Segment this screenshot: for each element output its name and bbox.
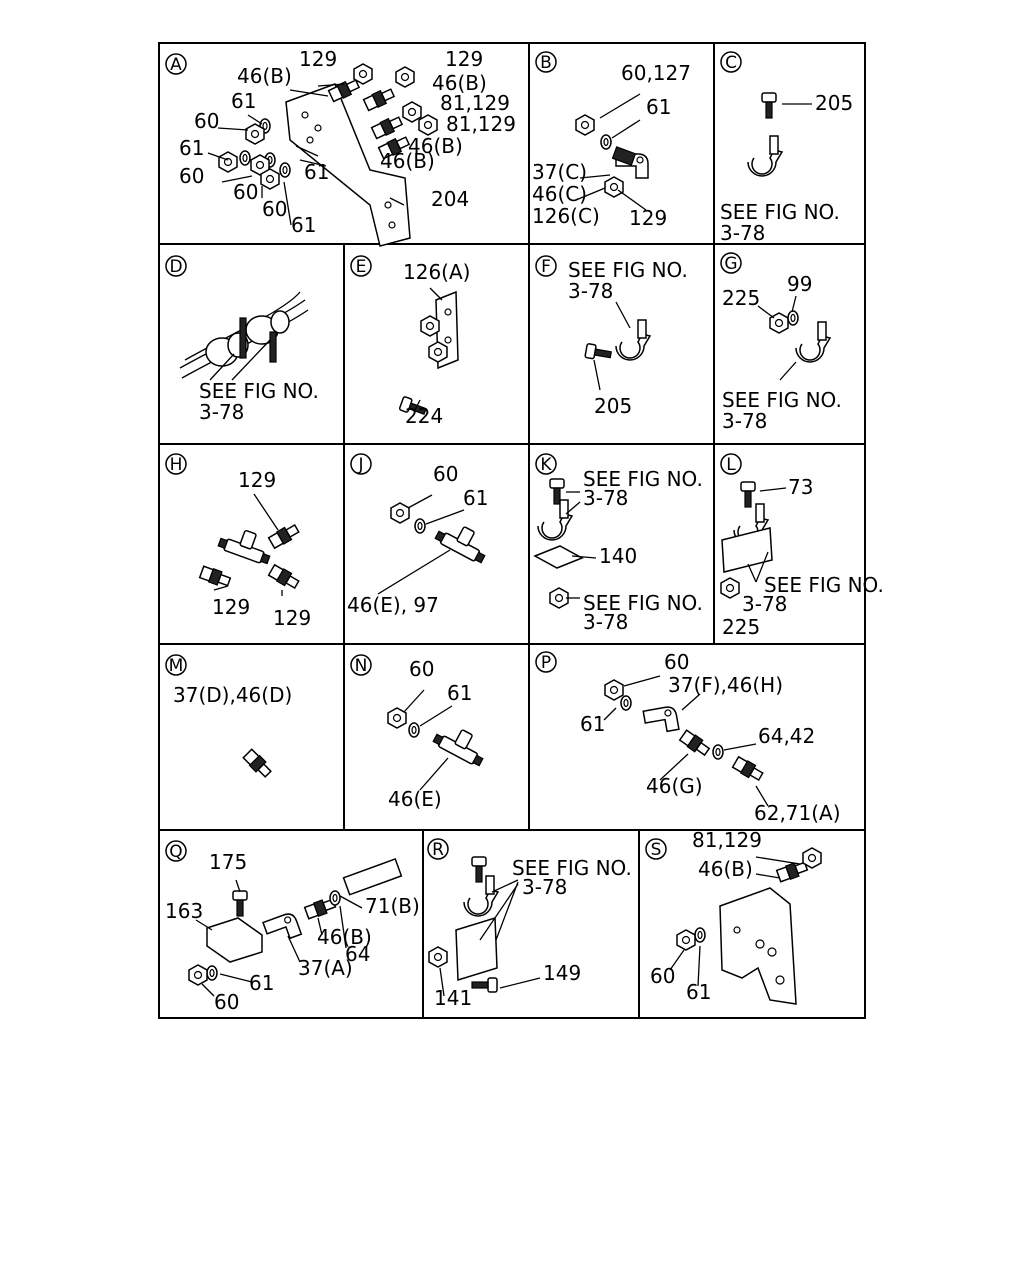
callout-label: 81,129 — [440, 91, 510, 115]
leader-line — [624, 676, 660, 686]
svg-text:D: D — [169, 257, 183, 277]
leader-line — [420, 758, 448, 790]
leader-line — [748, 564, 756, 582]
callout-label: 3-78 — [583, 486, 629, 510]
callout-label: 60 — [262, 197, 288, 221]
svg-text:E: E — [355, 257, 367, 277]
leader-line — [604, 708, 616, 720]
callout-label: 224 — [405, 404, 444, 428]
leader-line — [612, 120, 640, 138]
callout-label: SEE FIG NO. — [199, 379, 319, 403]
callout-label: 205 — [815, 91, 854, 115]
callout-label: 129 — [299, 47, 338, 71]
callout-label: 129 — [212, 595, 251, 619]
callout-label: 46(B) — [698, 857, 753, 881]
leader-line — [756, 874, 780, 878]
callout-label: 61 — [686, 980, 712, 1004]
svg-text:Q: Q — [169, 842, 183, 862]
callout-label: SEE FIG NO. — [583, 467, 703, 491]
cell-letter-q — [166, 841, 186, 862]
callout-label: SEE FIG NO. — [720, 200, 840, 224]
svg-text:J: J — [358, 455, 364, 475]
callout-label: 46(B) — [317, 925, 372, 949]
svg-text:B: B — [540, 53, 552, 73]
cell-g-parts — [770, 311, 830, 362]
leader-line — [758, 306, 774, 318]
svg-text:C: C — [725, 53, 737, 73]
callout-label: 60 — [650, 964, 676, 988]
callout-label: 3-78 — [722, 409, 768, 433]
callout-label: 61 — [463, 486, 489, 510]
cell-k-parts — [535, 479, 582, 608]
callout-label: 37(C) — [532, 160, 588, 184]
callout-label: 149 — [543, 961, 582, 985]
leader-line — [616, 302, 630, 328]
callout-label: 60 — [433, 462, 459, 486]
callout-label: 3-78 — [568, 279, 614, 303]
cell-m-parts — [243, 749, 273, 779]
callout-label: 81,129 — [446, 112, 516, 136]
cell-d-harness — [180, 292, 308, 378]
cell-letter-h — [166, 454, 186, 475]
cell-letter-s — [646, 839, 666, 860]
callout-label: 46(B) — [432, 71, 487, 95]
leader-line — [220, 974, 252, 982]
callout-label: 99 — [787, 272, 813, 296]
callout-label: 37(A) — [298, 956, 353, 980]
callout-label: 61 — [646, 95, 672, 119]
cell-letter-d — [166, 256, 186, 277]
leader-line — [378, 550, 450, 594]
callout-label: 61 — [291, 213, 317, 237]
leader-line — [500, 978, 540, 988]
callout-label: 61 — [304, 160, 330, 184]
callout-label: 205 — [594, 394, 633, 418]
svg-text:R: R — [432, 840, 444, 860]
callout-label: 61 — [179, 136, 205, 160]
svg-text:S: S — [650, 840, 662, 860]
svg-text:N: N — [354, 656, 368, 676]
leader-line — [430, 288, 442, 300]
leader-line — [340, 896, 362, 908]
callout-label: 71(B) — [365, 894, 420, 918]
callout-label: 175 — [209, 850, 248, 874]
leader-line — [756, 857, 800, 864]
callout-label: 3-78 — [199, 400, 245, 424]
callout-label: 204 — [431, 187, 470, 211]
callout-label: 37(D),46(D) — [173, 683, 293, 707]
callout-label: 141 — [434, 986, 473, 1010]
leader-line — [724, 744, 756, 750]
callout-label: SEE FIG NO. — [568, 258, 688, 282]
callout-label: 46(E), 97 — [347, 593, 439, 617]
callout-label: 46(G) — [646, 774, 703, 798]
callout-label: 81,129 — [692, 828, 762, 852]
cell-f-parts — [585, 320, 650, 362]
callout-label: 126(A) — [403, 260, 471, 284]
cell-h-parts — [199, 522, 300, 590]
leader-line — [792, 296, 796, 312]
callout-label: 60 — [409, 657, 435, 681]
callout-label: 3-78 — [522, 875, 568, 899]
callout-label: 129 — [273, 606, 312, 630]
callout-label: 60 — [233, 180, 259, 204]
cell-letter-r — [428, 839, 448, 860]
leader-line — [254, 494, 278, 530]
leader-line — [404, 690, 424, 712]
leader-line — [600, 94, 640, 118]
svg-text:L: L — [726, 455, 736, 475]
svg-text:G: G — [724, 254, 738, 274]
callout-label: SEE FIG NO. — [764, 573, 884, 597]
leader-line — [760, 488, 786, 491]
callout-label: 126(C) — [532, 204, 600, 228]
callout-label: SEE FIG NO. — [722, 388, 842, 412]
leader-line — [408, 495, 432, 508]
cell-letter-a — [166, 54, 186, 75]
callout-labels — [165, 47, 884, 1014]
leader-line — [218, 128, 248, 130]
callout-label: 46(E) — [388, 787, 442, 811]
callout-label: 46(C) — [532, 182, 588, 206]
cell-e-parts — [399, 292, 458, 418]
callout-label: 60 — [179, 164, 205, 188]
cell-letter-m — [166, 655, 186, 676]
cell-letter-l — [721, 454, 741, 475]
callout-label: 60 — [194, 109, 220, 133]
callout-label: 61 — [231, 89, 257, 113]
callout-label: SEE FIG NO. — [512, 856, 632, 880]
leader-line — [236, 880, 240, 892]
cell-letter-j — [351, 454, 371, 475]
callout-label: 129 — [445, 47, 484, 71]
callout-label: 60 — [214, 990, 240, 1014]
svg-text:H: H — [169, 455, 183, 475]
callout-label: 46(B) — [380, 149, 435, 173]
cell-c-parts — [748, 93, 782, 176]
cell-letter-k — [536, 454, 556, 475]
cell-letter-p — [536, 652, 556, 673]
leader-line — [780, 362, 796, 380]
callout-label: SEE FIG NO. — [583, 591, 703, 615]
callout-label: 61 — [580, 712, 606, 736]
callout-label: 3-78 — [583, 610, 629, 634]
callout-label: 3-78 — [742, 592, 788, 616]
svg-text:A: A — [170, 55, 182, 75]
cell-letter-e — [351, 256, 371, 277]
cell-letter-n — [351, 655, 371, 676]
leader-line — [420, 706, 452, 726]
callout-label: 225 — [722, 615, 761, 639]
leader-line — [594, 360, 600, 390]
cell-letter-f — [536, 256, 556, 277]
svg-text:P: P — [540, 653, 552, 673]
cell-n-parts — [388, 708, 490, 768]
cell-letter-g — [721, 253, 741, 274]
cell-letter-c — [721, 52, 741, 73]
cell-q-parts — [189, 859, 401, 985]
callout-label: 64,42 — [758, 724, 816, 748]
callout-label: 64 — [345, 942, 371, 966]
leader-line — [214, 586, 228, 590]
svg-text:F: F — [541, 257, 551, 277]
callout-label: 225 — [722, 286, 761, 310]
leader-line — [426, 510, 464, 524]
callout-label: 3-78 — [720, 221, 766, 245]
callout-label: 129 — [629, 206, 668, 230]
svg-text:M: M — [168, 656, 184, 676]
callout-label: 46(B) — [237, 64, 292, 88]
callout-label: 61 — [249, 971, 275, 995]
callout-label: 61 — [447, 681, 473, 705]
callout-label: 163 — [165, 899, 204, 923]
callout-label: 140 — [599, 544, 638, 568]
callout-label: 46(B) — [408, 134, 463, 158]
cell-r-parts — [429, 857, 498, 992]
callout-label: 129 — [238, 468, 277, 492]
callout-label: 37(F),46(H) — [668, 673, 784, 697]
leader-line — [202, 984, 214, 996]
callout-label: 62,71(A) — [754, 801, 841, 825]
callout-label: 60,127 — [621, 61, 691, 85]
callout-label: 60 — [664, 650, 690, 674]
svg-text:K: K — [540, 455, 552, 475]
callout-label: 73 — [788, 475, 814, 499]
cell-letter-b — [536, 52, 556, 73]
leader-line — [248, 115, 262, 124]
